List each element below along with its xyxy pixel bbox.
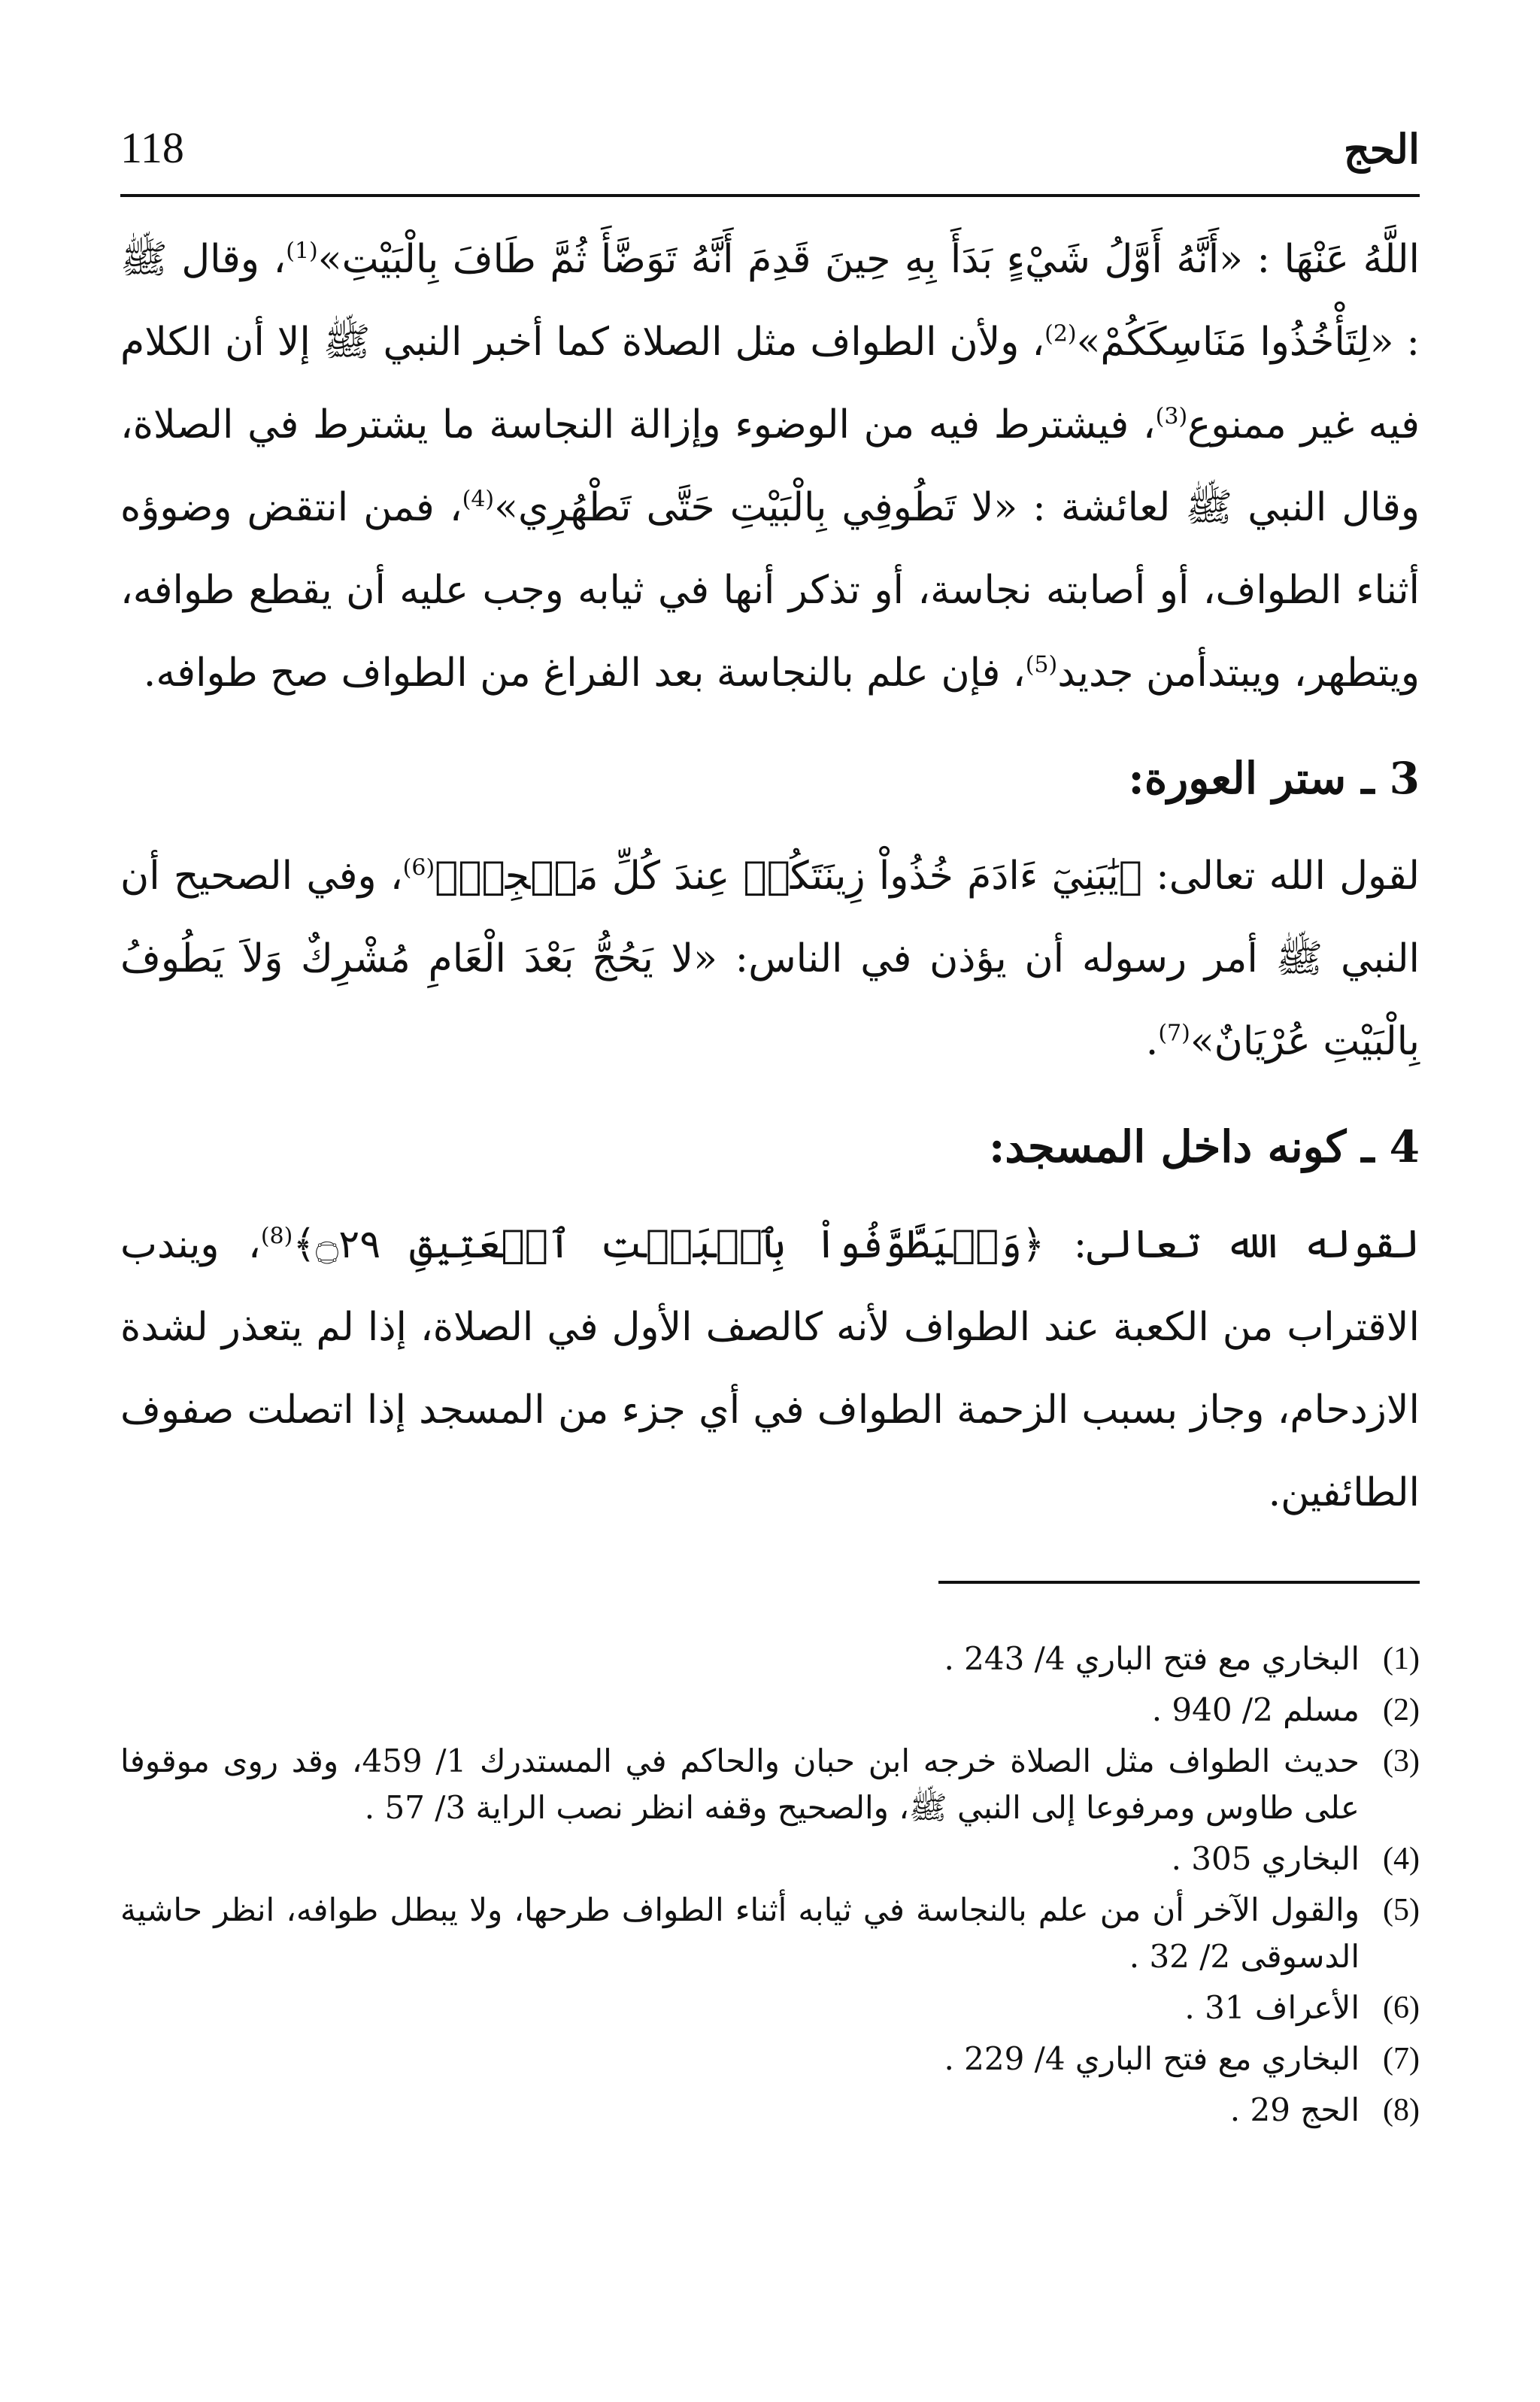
header-rule — [120, 194, 1420, 197]
footnote-number: (2) — [1383, 1693, 1420, 1727]
footnote-ref-5: (5) — [1025, 651, 1058, 678]
text-run: . — [1145, 1019, 1159, 1064]
footnote-number: (1) — [1383, 1642, 1420, 1676]
footnote-text: الأعراف 31 . — [1184, 1989, 1360, 2026]
text-run: ، فإن علم بالنجاسة بعد الفراغ من الطواف صح طوافه. — [143, 651, 1026, 696]
footnotes — [120, 1636, 1420, 2138]
footnote — [120, 1836, 1420, 1882]
text-run: اللَّهُ عَنْهَا : «أَنَّهُ أَوَّلُ شَيْءٍ بَدَأَ بِهِ حِينَ قَدِمَ أَنَّهُ تَوَضَّأَ ثُمَّ طَافَ بِالْبَيْتِ» — [317, 237, 1420, 282]
footnote-ref-4: (4) — [462, 486, 495, 513]
footnote — [120, 1687, 1420, 1733]
footnote-divider — [938, 1581, 1420, 1584]
footnote-number: (3) — [1383, 1744, 1420, 1779]
footnote — [120, 1887, 1420, 1980]
footnote-ref-3: (3) — [1155, 403, 1188, 430]
text-run: ، فيشترط فيه من الوضوء وإزالة النجاسة ما يشترط في الصلاة، وقال النبي ﷺ لعائشة : «لا تَطُوفِي بِالْبَيْتِ حَتَّى تَطْهُرِي» — [120, 402, 1420, 530]
footnote-ref-6: (6) — [402, 854, 435, 881]
footnote-number: (4) — [1383, 1842, 1420, 1876]
footnote-text: والقول الآخر أن من علم بالنجاسة في ثيابه أثناء الطواف طرحها، ولا يبطل طوافه، انظر حاشية الدسوقى 2/ 32 . — [120, 1891, 1360, 1975]
footnote-number: (6) — [1383, 1991, 1420, 2025]
footnote-ref-7: (7) — [1158, 1020, 1190, 1047]
footnote — [120, 1738, 1420, 1831]
paragraph-section-4 — [120, 1203, 1420, 1534]
footnote-text: البخاري مع فتح الباري 4/ 229 . — [944, 2040, 1360, 2077]
text-run: ، ولأن الطواف مثل الصلاة كما أخبر النبي ﷺ إلا أن الكلام فيه غير ممنوع — [120, 320, 1420, 447]
page-number: 118 — [120, 123, 184, 172]
footnote — [120, 1985, 1420, 2031]
footnote-text: مسلم 2/ 940 . — [1151, 1691, 1360, 1728]
footnote-text: الحج 29 . — [1229, 2091, 1360, 2128]
paragraph-section-3 — [120, 835, 1420, 1083]
footnote — [120, 2087, 1420, 2134]
footnote-number: (7) — [1383, 2042, 1420, 2076]
footnote-ref-2: (2) — [1044, 320, 1077, 347]
section-heading-3: 3 ـ ستر العورة: — [1128, 753, 1420, 804]
footnote-text: البخاري مع فتح الباري 4/ 243 . — [944, 1640, 1360, 1677]
footnote — [120, 2036, 1420, 2082]
paragraph-intro — [120, 218, 1420, 714]
footnote-text: حديث الطواف مثل الصلاة خرجه ابن حبان والحاكم في المستدرك 1/ 459، وقد روى موقوفا على طاوس ومرفوعا إلى النبي ﷺ، والصحيح وقفه انظر نصب الراية 3/ 57 . — [120, 1742, 1360, 1826]
footnote-number: (5) — [1383, 1893, 1420, 1927]
text-run: لقول الله تعالى: ﴿يَٰبَنِيٓ ءَادَمَ خُذُواْ زِينَتَكُمۡ عِندَ كُلِّ مَسۡجِدٖ﴾ — [435, 854, 1420, 899]
footnote-text: البخاري 305 . — [1171, 1840, 1360, 1877]
footnote — [120, 1636, 1420, 1682]
footnote-ref-1: (1) — [286, 238, 318, 265]
text-run: لقوله الله تعالى: ﴿وَلۡيَطَّوَّفُواْ بِٱلۡبَيۡتِ ٱلۡعَتِيقِ ۝٢٩﴾ — [293, 1222, 1420, 1267]
footnote-ref-8: (8) — [260, 1223, 293, 1250]
section-heading-4: 4 ـ كونه داخل المسجد: — [988, 1121, 1420, 1172]
footnote-number: (8) — [1383, 2093, 1420, 2128]
text-run: ، وقال ﷺ : «لِتَأْخُذُوا مَنَاسِكَكُمْ» — [120, 237, 1420, 365]
text-run: ، وفي الصحيح أن النبي ﷺ أمر رسوله أن يؤذن في الناس: «لا يَحُجُّ بَعْدَ الْعَامِ مُشْرِكٌ وَلاَ يَطُوفُ بِالْبَيْتِ عُرْيَانٌ» — [120, 854, 1420, 1064]
main-text — [120, 218, 1420, 1534]
page-header — [120, 113, 1420, 173]
text-run: ، ويندب الاقتراب من الكعبة عند الطواف لأنه كالصف الأول في الصلاة، إذا لم يتعذر لشدة الازدحام، وجاز بسبب الزحمة الطواف في أي جزء من المسجد إذا اتصلت صفوف الطائفين. — [120, 1222, 1420, 1515]
text-run: ، فمن انتقض وضوؤه أثناء الطواف، أو أصابته نجاسة، أو تذكر أنها في ثيابه وجب عليه أن يقطع طوافه، ويتطهر، ويبتدأمن جديد — [120, 485, 1420, 696]
running-title: الحج — [1343, 125, 1420, 173]
